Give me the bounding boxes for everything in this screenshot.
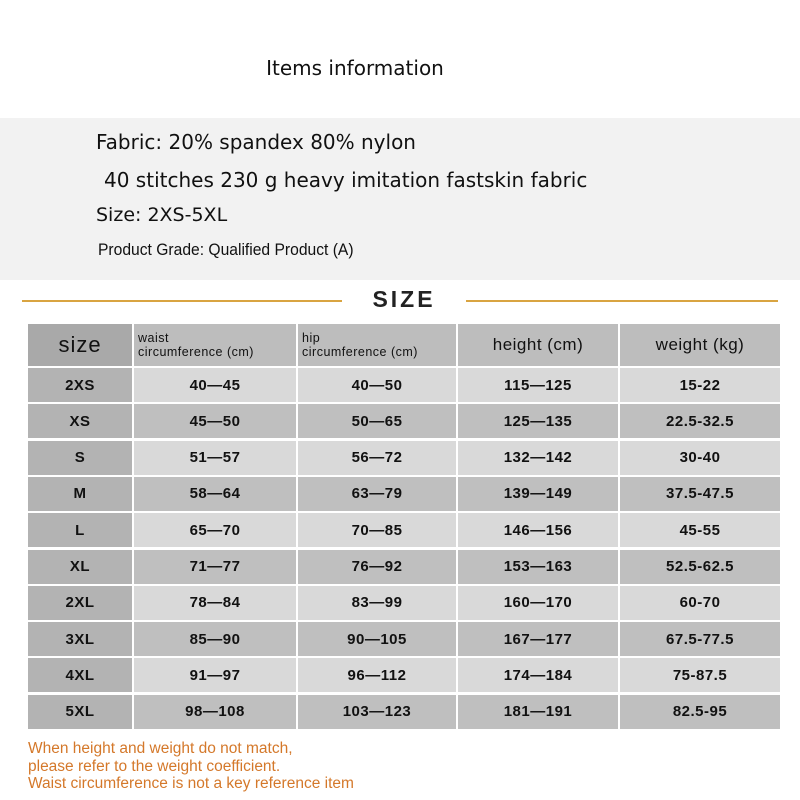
cell-size: 2XL	[28, 586, 132, 620]
cell-height: 174—184	[458, 658, 618, 692]
cell-weight: 22.5-32.5	[620, 404, 780, 438]
cell-height: 153—163	[458, 550, 618, 584]
size-section-heading	[0, 286, 800, 316]
header-waist-line2: circumference (cm)	[138, 345, 254, 359]
cell-weight: 82.5-95	[620, 695, 780, 729]
header-waist-line1: waist	[138, 331, 169, 345]
cell-hip: 96—112	[298, 658, 456, 692]
cell-size: S	[28, 441, 132, 475]
cell-hip: 40—50	[298, 368, 456, 402]
cell-height: 132—142	[458, 441, 618, 475]
cell-hip: 56—72	[298, 441, 456, 475]
cell-height: 160—170	[458, 586, 618, 620]
header-hip-line2: circumference (cm)	[302, 345, 418, 359]
footer-note	[28, 740, 788, 793]
size-range-text: Size: 2XS-5XL	[96, 204, 228, 226]
cell-hip: 103—123	[298, 695, 456, 729]
cell-waist: 51—57	[134, 441, 296, 475]
cell-waist: 40—45	[134, 368, 296, 402]
cell-size: 2XS	[28, 368, 132, 402]
cell-weight: 52.5-62.5	[620, 550, 780, 584]
table-row	[28, 368, 780, 404]
footer-line-1: When height and weight do not match,	[28, 740, 293, 757]
cell-size: 3XL	[28, 622, 132, 656]
cell-height: 139—149	[458, 477, 618, 511]
cell-height: 125—135	[458, 404, 618, 438]
cell-hip: 83—99	[298, 586, 456, 620]
cell-hip: 50—65	[298, 404, 456, 438]
cell-weight: 30-40	[620, 441, 780, 475]
cell-weight: 37.5-47.5	[620, 477, 780, 511]
size-heading-text: SIZE	[372, 286, 436, 312]
header-size: size	[28, 324, 132, 366]
table-row	[28, 513, 780, 549]
fabric-text: Fabric: 20% spandex 80% nylon	[96, 130, 416, 154]
cell-hip: 90—105	[298, 622, 456, 656]
cell-waist: 85—90	[134, 622, 296, 656]
cell-hip: 70—85	[298, 513, 456, 547]
cell-height: 146—156	[458, 513, 618, 547]
cell-weight: 15-22	[620, 368, 780, 402]
header-height: height (cm)	[458, 324, 618, 366]
header-waist	[134, 324, 296, 366]
cell-size: M	[28, 477, 132, 511]
cell-height: 115—125	[458, 368, 618, 402]
cell-waist: 91—97	[134, 658, 296, 692]
footer-line-2: please refer to the weight coefficient.	[28, 757, 281, 775]
table-row	[28, 695, 780, 731]
cell-size: 4XL	[28, 658, 132, 692]
cell-waist: 71—77	[134, 550, 296, 584]
header-weight: weight (kg)	[620, 324, 780, 366]
cell-waist: 45—50	[134, 404, 296, 438]
cell-size: XL	[28, 550, 132, 584]
stitches-text: 40 stitches 230 g heavy imitation fastskin fabric	[104, 168, 588, 192]
cell-weight: 75-87.5	[620, 658, 780, 692]
footer-line-3: Waist circumference is not a key reference item	[28, 775, 354, 792]
cell-waist: 65—70	[134, 513, 296, 547]
cell-size: L	[28, 513, 132, 547]
product-info-panel	[0, 118, 800, 280]
table-row	[28, 404, 780, 440]
table-row	[28, 622, 780, 658]
header-hip	[298, 324, 456, 366]
divider-right	[466, 300, 778, 302]
divider-left	[22, 300, 342, 302]
header-hip-line1: hip	[302, 331, 321, 345]
cell-weight: 45-55	[620, 513, 780, 547]
cell-weight: 67.5-77.5	[620, 622, 780, 656]
cell-height: 167—177	[458, 622, 618, 656]
table-row	[28, 441, 780, 477]
table-row	[28, 586, 780, 622]
cell-waist: 58—64	[134, 477, 296, 511]
table-row	[28, 658, 780, 694]
table-header-row	[28, 324, 780, 360]
cell-height: 181—191	[458, 695, 618, 729]
table-row	[28, 477, 780, 513]
cell-hip: 76—92	[298, 550, 456, 584]
table-row	[28, 550, 780, 586]
cell-weight: 60-70	[620, 586, 780, 620]
cell-waist: 98—108	[134, 695, 296, 729]
cell-size: 5XL	[28, 695, 132, 729]
page-title: Items information	[266, 56, 444, 80]
size-chart-table	[28, 324, 780, 728]
product-grade-text: Product Grade: Qualified Product (A)	[98, 240, 354, 259]
cell-hip: 63—79	[298, 477, 456, 511]
cell-waist: 78—84	[134, 586, 296, 620]
cell-size: XS	[28, 404, 132, 438]
